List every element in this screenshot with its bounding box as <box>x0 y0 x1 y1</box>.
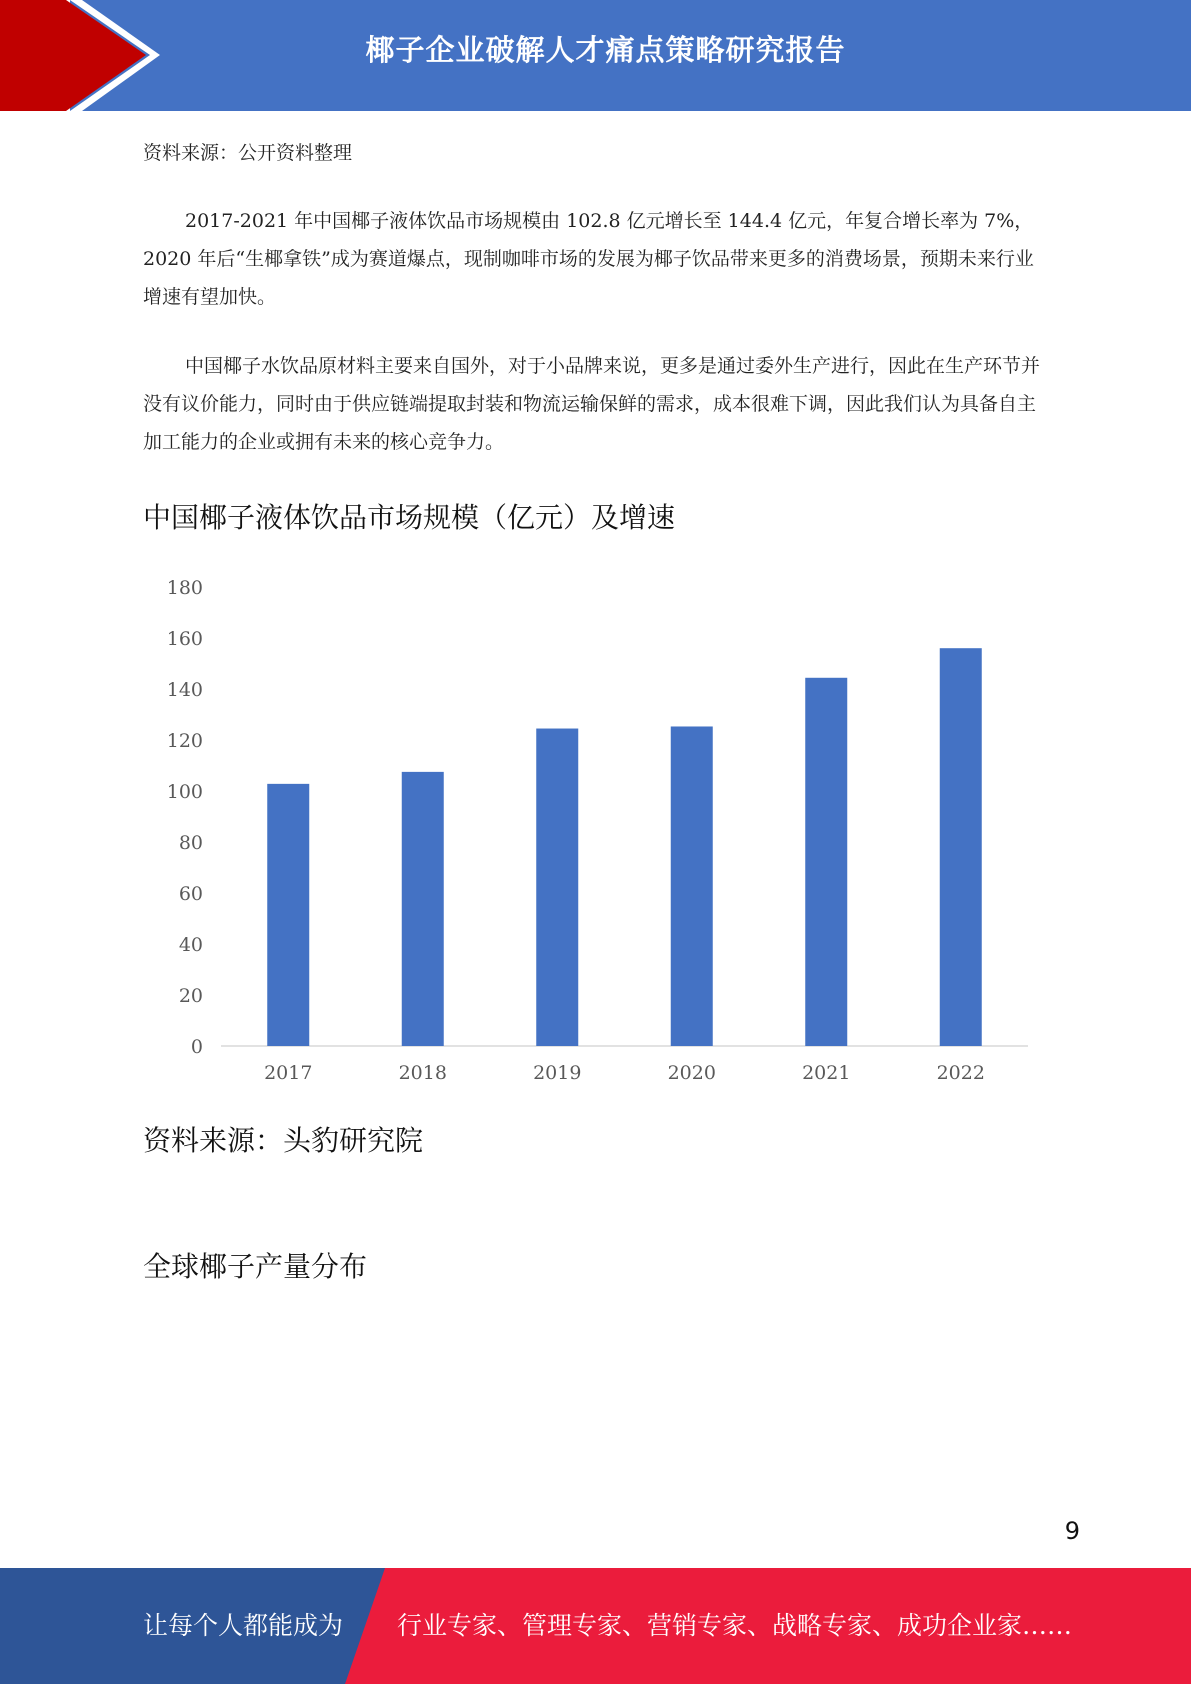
y-tick-label: 140 <box>166 679 203 701</box>
page-number: 9 <box>1064 1517 1080 1545</box>
section-title: 全球椰子产量分布 <box>143 1250 368 1283</box>
y-tick-label: 160 <box>166 628 203 650</box>
x-tick-label: 2021 <box>802 1062 851 1084</box>
bar-2017 <box>267 784 309 1046</box>
paragraph-supply-chain: 中国椰子水饮品原材料主要来自国外，对于小品牌来说，更多是通过委外生产进行，因此在生产环节并没有议价能力，同时由于供应链端提取封装和物流运输保鲜的需求，成本很难下调，因此我们认为具备自主加工能力的企业或拥有未来的核心竞争力。 <box>143 355 1041 453</box>
paragraph-market-size: 2017-2021 年中国椰子液体饮品市场规模由 102.8 亿元增长至 144.4 亿元，年复合增长率为 7%，2020 年后“生椰拿铁”成为赛道爆点，现制咖啡市场的发展为椰子饮品带来更多的消费场景，预期未来行业增速有望加快。 <box>143 210 1034 308</box>
bar-2020 <box>671 726 713 1046</box>
y-tick-label: 0 <box>190 1036 203 1058</box>
y-tick-label: 180 <box>166 577 203 599</box>
footer-slogan: 让每个人都能成为 <box>143 1611 344 1640</box>
y-tick-label: 60 <box>178 883 203 905</box>
y-tick-label: 100 <box>166 781 203 803</box>
y-tick-label: 120 <box>166 730 203 752</box>
bar-2018 <box>402 772 444 1046</box>
x-tick-label: 2020 <box>667 1062 716 1084</box>
y-tick-label: 20 <box>178 985 203 1007</box>
page-header <box>0 0 1191 111</box>
bar-chart <box>143 565 1043 1099</box>
x-tick-label: 2019 <box>533 1062 582 1084</box>
bar-chart-svg <box>143 565 1043 1095</box>
x-tick-label: 2018 <box>398 1062 447 1084</box>
y-tick-label: 40 <box>178 934 203 956</box>
header-title: 椰子企业破解人才痛点策略研究报告 <box>365 33 846 67</box>
y-tick-label: 80 <box>178 832 203 854</box>
chart-title: 中国椰子液体饮品市场规模（亿元）及增速 <box>143 501 676 534</box>
source-note-1: 资料来源：公开资料整理 <box>143 142 353 164</box>
footer-roles: 行业专家、管理专家、营销专家、战略专家、成功企业家…… <box>397 1611 1073 1640</box>
page-footer <box>0 1568 1191 1684</box>
bar-2019 <box>536 729 578 1046</box>
source-note-2: 资料来源：头豹研究院 <box>143 1124 424 1157</box>
bar-2022 <box>940 648 982 1046</box>
bar-2021 <box>805 678 847 1046</box>
x-tick-label: 2022 <box>936 1062 985 1084</box>
x-tick-label: 2017 <box>264 1062 313 1084</box>
